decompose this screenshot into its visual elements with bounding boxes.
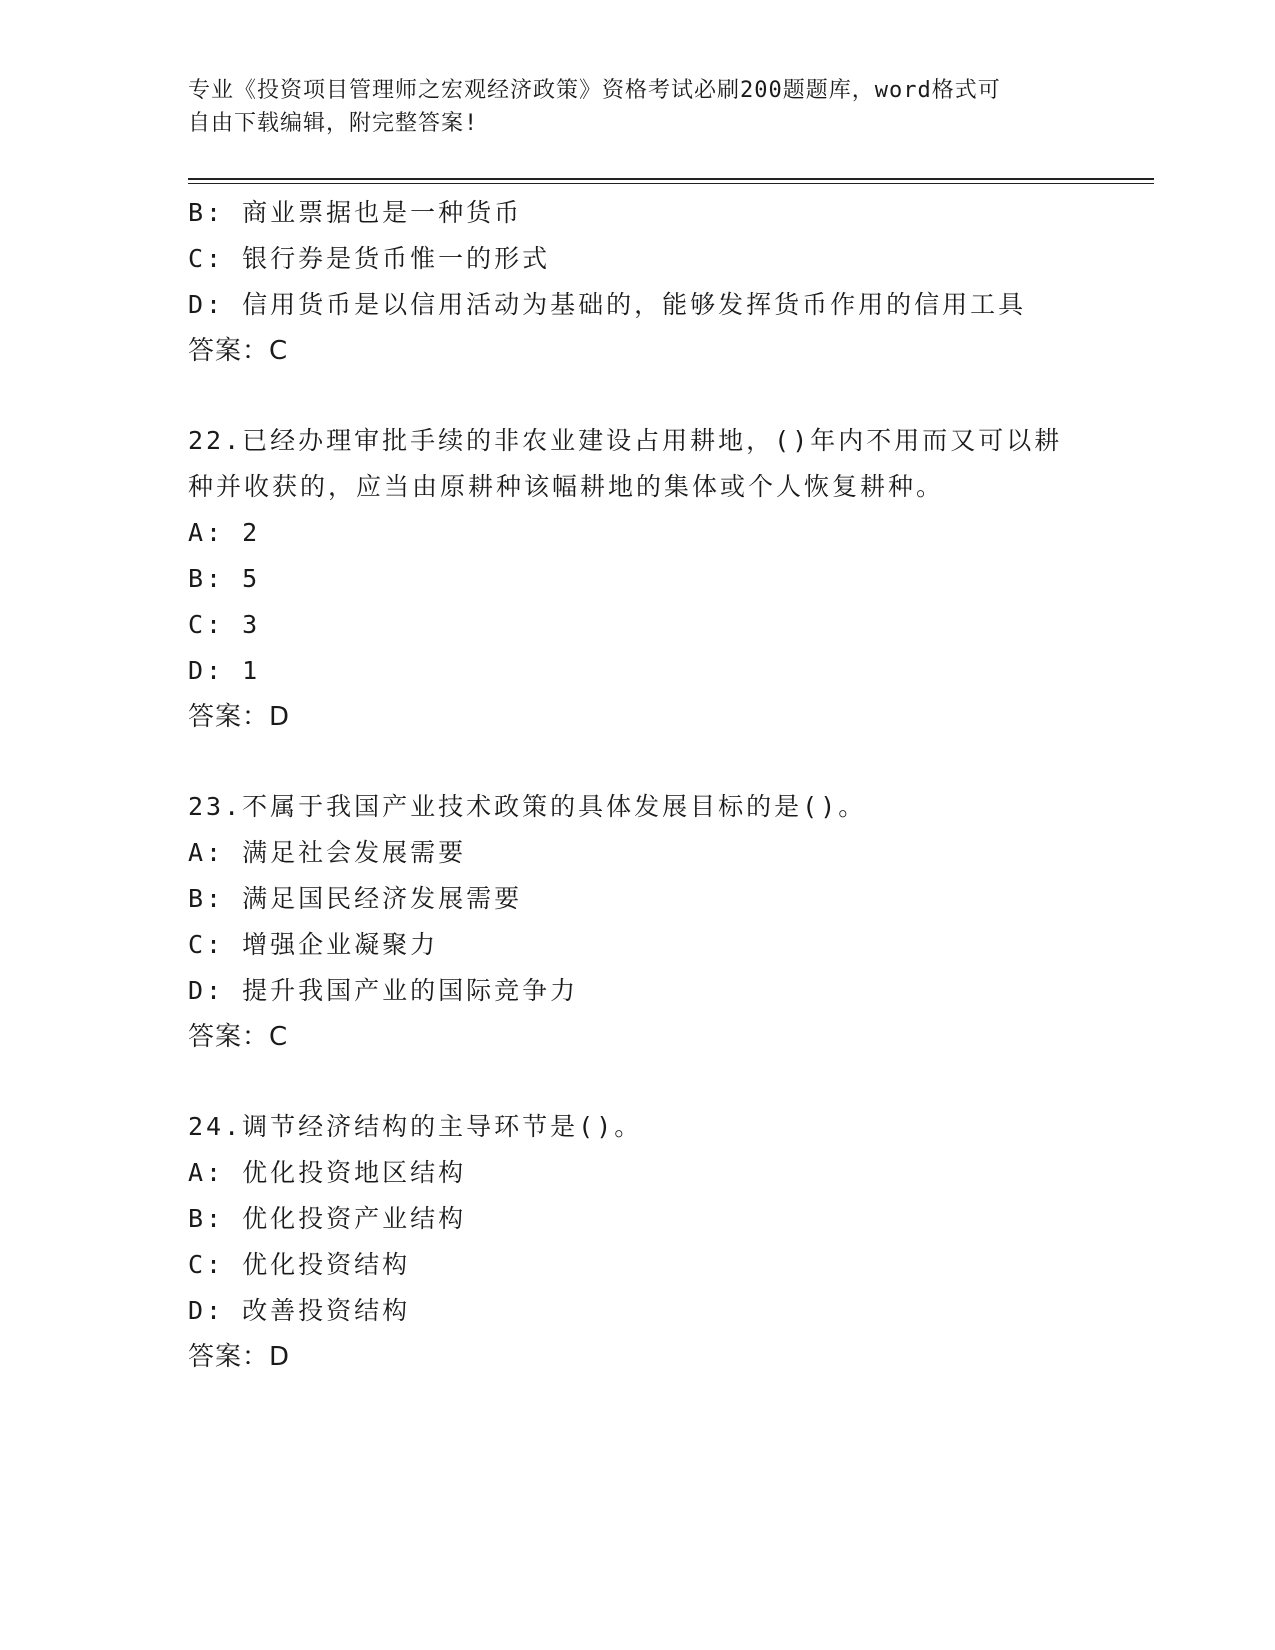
option-d: D: 1 [188, 656, 261, 685]
question-text-line: 23.不属于我国产业技术政策的具体发展目标的是()。 [188, 792, 867, 821]
header-rule-thin [188, 183, 1154, 184]
option-c: C: 银行券是货币惟一的形式 [188, 244, 551, 273]
question-list [188, 190, 1088, 1380]
question-text-line: 种并收获的，应当由原耕种该幅耕地的集体或个人恢复耕种。 [188, 472, 945, 501]
option-d: D: 信用货币是以信用活动为基础的，能够发挥货币作用的信用工具 [188, 290, 1027, 319]
option-c: C: 3 [188, 610, 261, 639]
option-b: B: 5 [188, 564, 261, 593]
option-b: B: 满足国民经济发展需要 [188, 884, 523, 913]
option-b: B: 商业票据也是一种货币 [188, 198, 523, 227]
answer-line: 答案：C [188, 1022, 289, 1052]
option-b: B: 优化投资产业结构 [188, 1204, 467, 1233]
option-c: C: 增强企业凝聚力 [188, 930, 439, 959]
question-24 [188, 1104, 1088, 1380]
answer-line: 答案：D [188, 1342, 291, 1372]
question-text-line: 24.调节经济结构的主导环节是()。 [188, 1112, 643, 1141]
question-21-partial [188, 190, 1088, 374]
option-a: A: 满足社会发展需要 [188, 838, 467, 867]
question-23 [188, 784, 1088, 1060]
question-text-line: 22.已经办理审批手续的非农业建设占用耕地，()年内不用而又可以耕 [188, 426, 1063, 455]
option-a: A: 优化投资地区结构 [188, 1158, 467, 1187]
option-d: D: 提升我国产业的国际竞争力 [188, 976, 579, 1005]
answer-line: 答案：D [188, 702, 291, 732]
question-22 [188, 418, 1088, 740]
header-rule-thick [188, 178, 1154, 180]
answer-line: 答案：C [188, 336, 289, 366]
header-line-1: 专业《投资项目管理师之宏观经济政策》资格考试必刷200题题库，word格式可 [188, 78, 1001, 103]
header-line-2: 自由下载编辑，附完整答案! [188, 111, 479, 136]
document-header [188, 74, 1088, 140]
option-c: C: 优化投资结构 [188, 1250, 411, 1279]
option-a: A: 2 [188, 518, 261, 547]
option-d: D: 改善投资结构 [188, 1296, 411, 1325]
